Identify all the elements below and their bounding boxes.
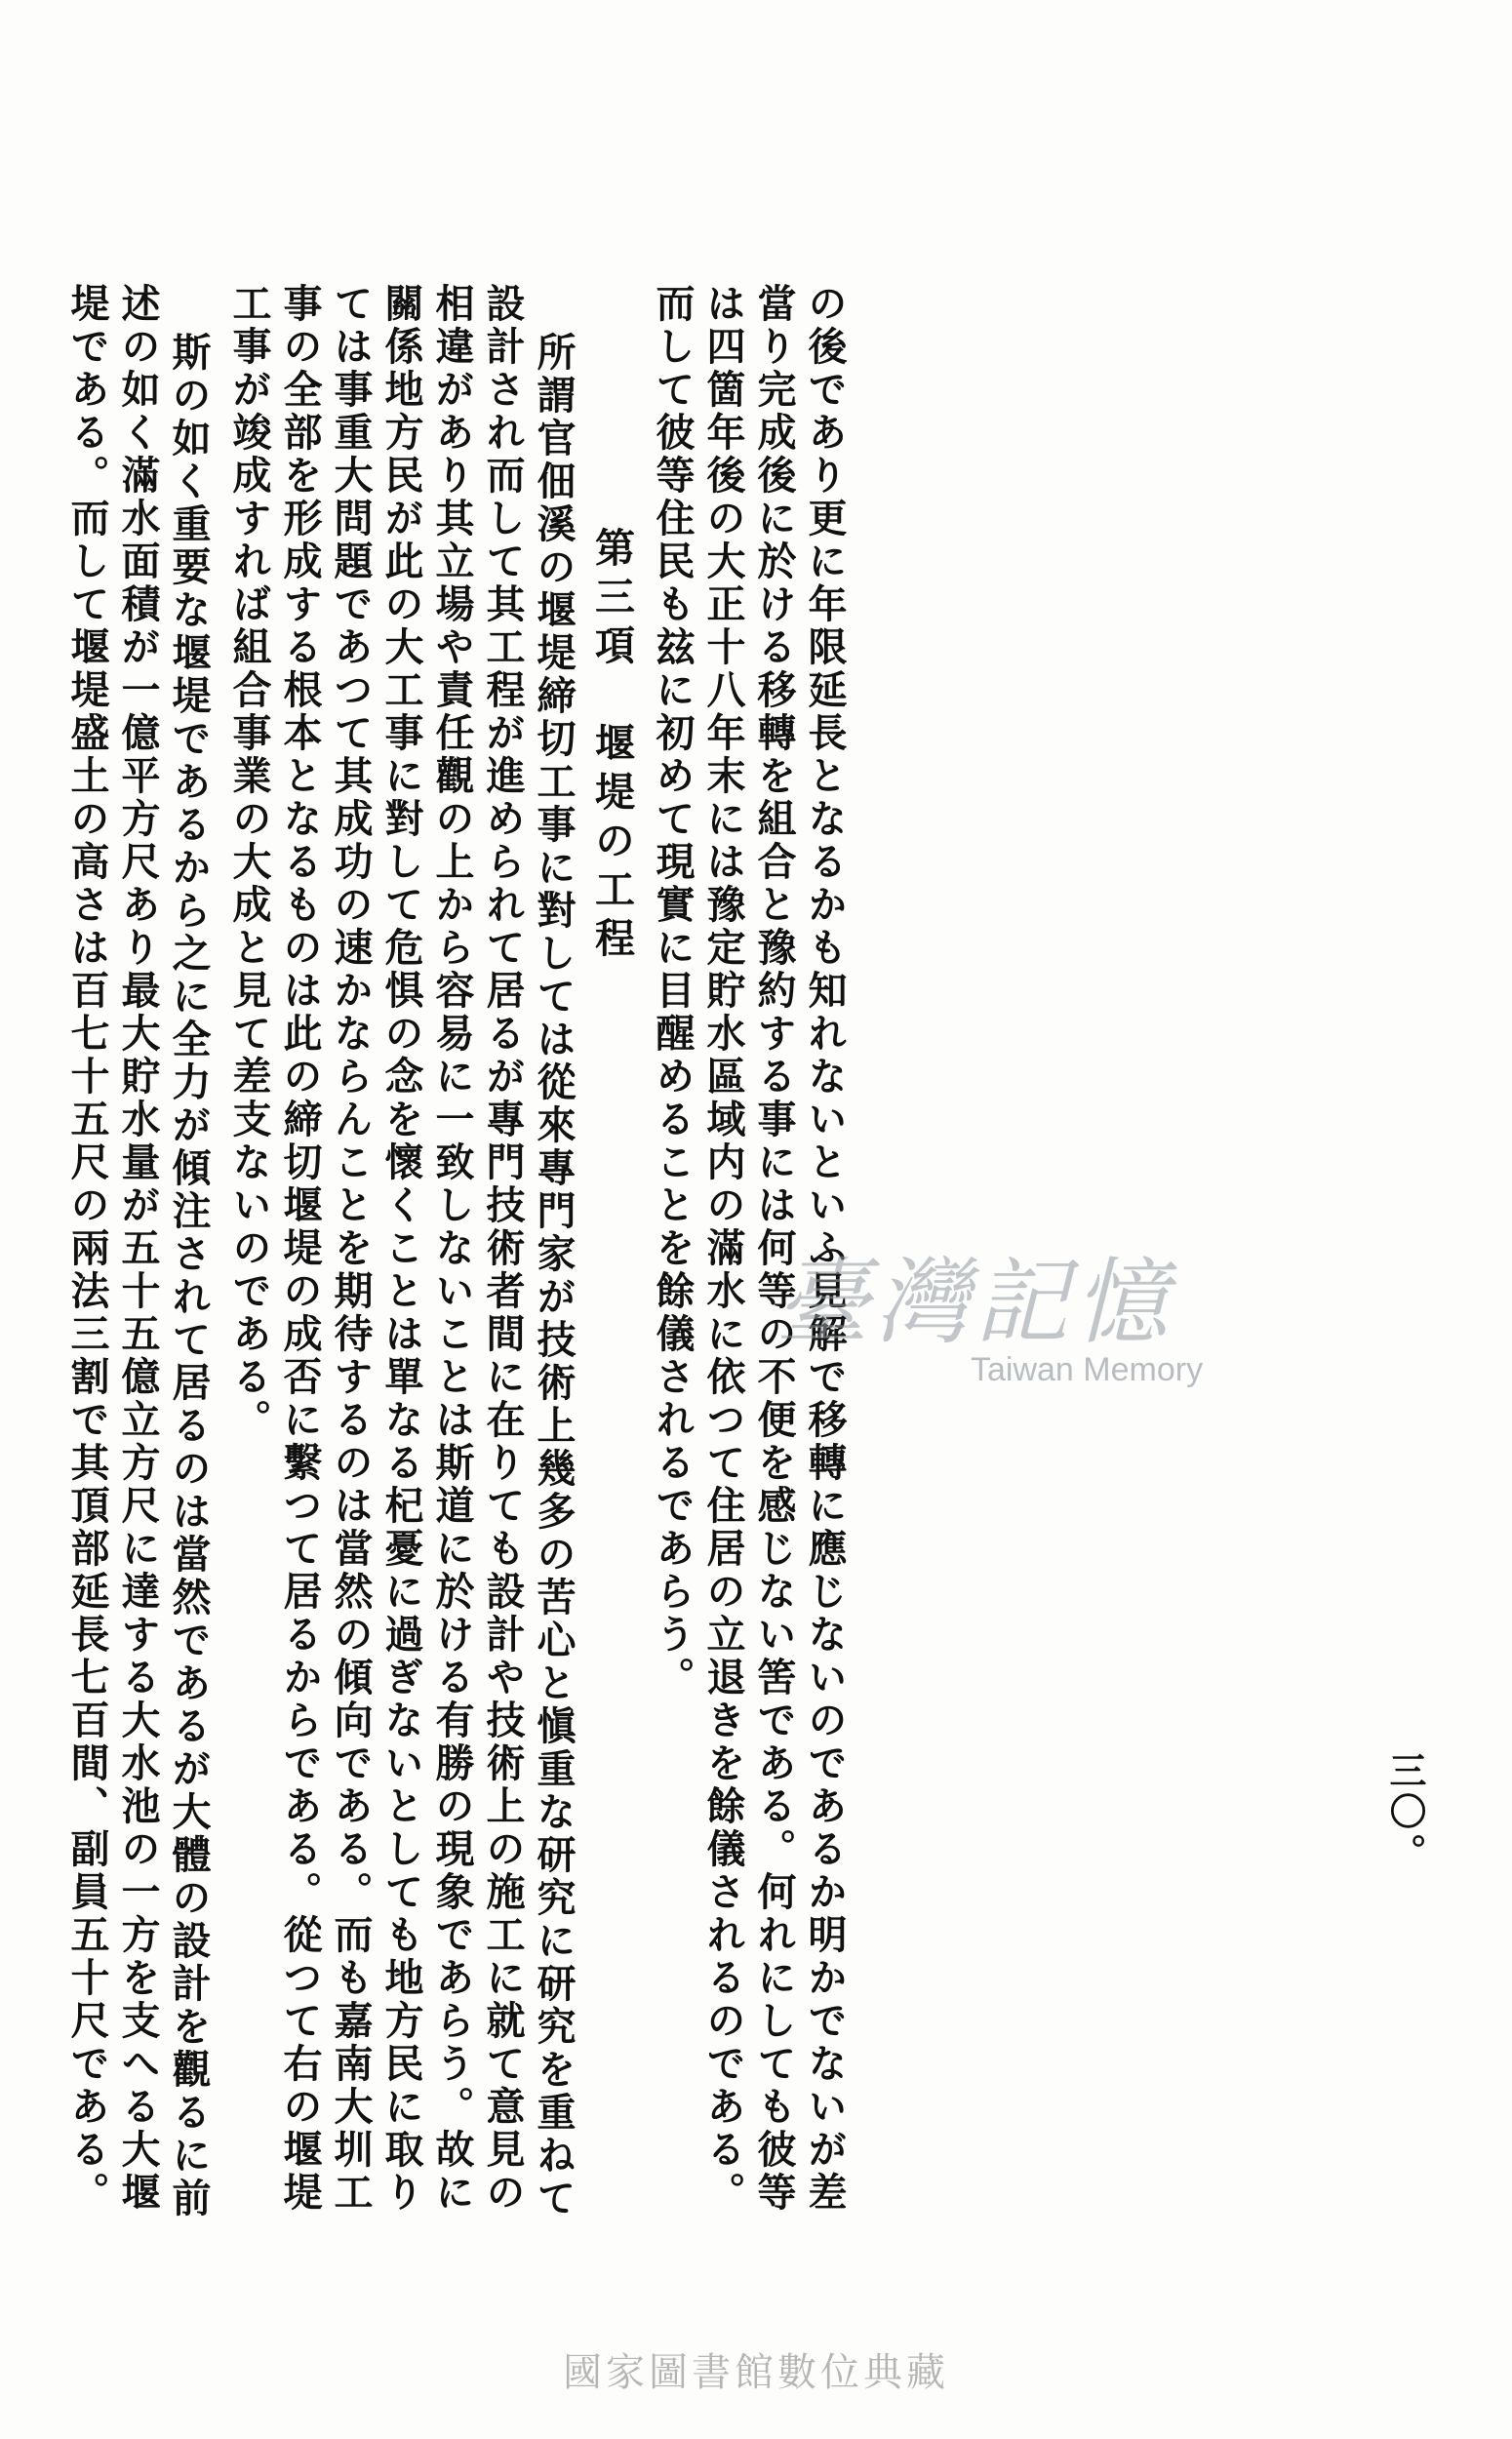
text-column-9: ては事重大問題であつて其成功の速かならんことを期待するのは當然の傾向である。而も嘉南大圳工 (328, 283, 374, 2215)
text-column-14: 堤である。而して堰堤盛土の高さは百七十五尺の兩法三割で其頂部延長七百間、副員五十尺である。 (64, 283, 110, 2215)
watermark-english: Taiwan Memory (971, 1351, 1204, 1388)
text-column-1: の後であり更に年限延長となるかも知れないといふ見解で移轉に應じないのであるか明かでないが差 (802, 283, 848, 2215)
text-column-4: 而して彼等住民も玆に初めて現實に目醒めることを餘儀されるであらう。 (650, 283, 696, 1699)
text-column-5: 所謂官佃溪の堰堤締切工事に對しては從來專門家が技術上幾多の苦心と愼重な研究に研究を重ねて (531, 332, 577, 2220)
text-column-11: 工事が竣成すれば組合事業の大成と見て差支ないのである。 (226, 283, 272, 1442)
text-column-2: 當り完成後に於ける移轉を組合と豫約する事には何等の不便を感じない筈である。何れにしても彼等 (751, 283, 797, 2215)
text-column-3: は四箇年後の大正十八年末には豫定貯水區域内の滿水に依つて住居の立退きを餘儀されるのである。 (700, 283, 746, 2215)
text-column-10: 事の全部を形成する根本となるものは此の締切堰堤の成否に繫つて居るからである。從つて右の堰堤 (277, 283, 323, 2215)
text-column-13: 述の如く滿水面積が一億平方尺あり最大貯水量が五十五億立方尺に達する大水池の一方を支へる大堰 (115, 283, 161, 2215)
footer-label: 國家圖書館數位典藏 (563, 2350, 949, 2395)
watermark-chinese: 臺灣記憶 (776, 1248, 1174, 1357)
text-column-7: 相違があり其立場や責任觀の上から容易に一致しないことは斯道に於ける有勝の現象であらう。故に (429, 283, 475, 2215)
page-number: 三〇。 (1383, 1751, 1427, 1874)
watermark-logo (776, 1249, 1283, 1405)
text-column-12: 斯の如く重要な堰堤であるから之に全力が傾注されて居るのは當然であるが大體の設計を觀るに前 (166, 332, 212, 2220)
section-heading: 第三項 堰堤の工程 (588, 527, 635, 966)
text-column-8: 關係地方民が此の大工事に對して危惧の念を懷くことは單なる杞憂に過ぎないとしても地方民に取り (378, 283, 424, 2215)
text-column-6: 設計され而して其工程が進められて居るが專門技術者間に在りても設計や技術上の施工に就て意見の (480, 283, 526, 2215)
